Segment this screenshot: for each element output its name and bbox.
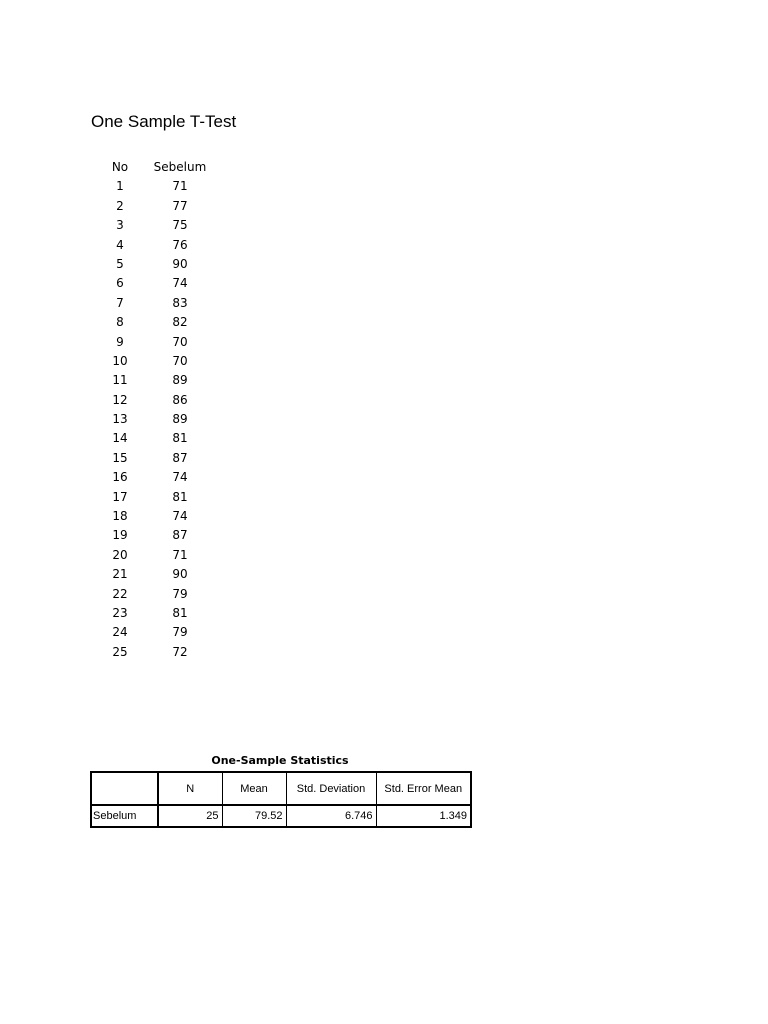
stats-cell-n: 25 [158, 805, 222, 827]
header-no: No [111, 160, 129, 174]
data-row-sebelum: 87 [172, 450, 188, 465]
data-row [96, 216, 216, 235]
data-row-sebelum: 79 [172, 586, 188, 601]
data-row [96, 255, 216, 274]
data-row [96, 449, 216, 468]
data-row-sebelum: 71 [172, 179, 188, 194]
data-row-no: 12 [112, 392, 128, 407]
data-row [96, 391, 216, 410]
data-row [96, 623, 216, 642]
data-row-sebelum: 90 [172, 256, 188, 271]
data-row-no: 3 [116, 218, 124, 233]
data-row-sebelum: 87 [172, 528, 188, 543]
data-row-no: 6 [116, 276, 124, 291]
data-row [96, 236, 216, 255]
data-row-sebelum: 81 [172, 431, 188, 446]
data-row-no: 8 [116, 315, 124, 330]
data-row-sebelum: 81 [172, 489, 188, 504]
data-row-no: 23 [112, 605, 128, 620]
data-row [96, 294, 216, 313]
data-row [96, 429, 216, 448]
data-row [96, 507, 216, 526]
one-sample-statistics-table [90, 771, 472, 828]
stats-header-mean: Mean [222, 772, 286, 805]
stats-cell-mean: 79.52 [222, 805, 286, 827]
data-row-sebelum: 83 [172, 295, 188, 310]
data-table-body [96, 177, 216, 662]
data-row [96, 604, 216, 623]
data-row-no: 1 [116, 179, 124, 194]
data-row-sebelum: 86 [172, 392, 188, 407]
data-table [96, 158, 216, 662]
data-row-sebelum: 81 [172, 605, 188, 620]
data-row [96, 468, 216, 487]
stats-header-n: N [158, 772, 222, 805]
data-row [96, 565, 216, 584]
data-row [96, 643, 216, 662]
data-row [96, 197, 216, 216]
stats-header-std-error-mean: Std. Error Mean [376, 772, 471, 805]
stats-cell-std-error-mean: 1.349 [376, 805, 471, 827]
data-row [96, 274, 216, 293]
stats-title: One-Sample Statistics [211, 754, 349, 767]
stats-header-blank [91, 772, 158, 805]
data-row [96, 313, 216, 332]
data-row [96, 333, 216, 352]
data-row-sebelum: 90 [172, 567, 188, 582]
stats-cell-std-deviation: 6.746 [286, 805, 376, 827]
data-row [96, 371, 216, 390]
data-row-no: 15 [112, 450, 128, 465]
data-row-no: 25 [112, 644, 128, 659]
data-row-no: 10 [112, 353, 128, 368]
stats-header-row [91, 772, 471, 805]
data-row-no: 7 [116, 295, 124, 310]
data-row-sebelum: 89 [172, 373, 188, 388]
data-row-sebelum: 79 [172, 625, 188, 640]
stats-row-label: Sebelum [91, 805, 158, 827]
data-row-sebelum: 77 [172, 198, 188, 213]
data-row-no: 11 [112, 373, 128, 388]
data-row-no: 19 [112, 528, 128, 543]
data-table-header [96, 158, 216, 177]
data-row [96, 177, 216, 196]
data-row-no: 14 [112, 431, 128, 446]
data-row-no: 18 [112, 509, 128, 524]
data-row [96, 352, 216, 371]
data-row [96, 546, 216, 565]
data-row-sebelum: 74 [172, 276, 188, 291]
data-row-sebelum: 82 [172, 315, 188, 330]
data-row-no: 5 [116, 256, 124, 271]
data-row-no: 13 [112, 412, 128, 427]
data-row-sebelum: 72 [172, 644, 188, 659]
data-row-no: 22 [112, 586, 128, 601]
data-row-no: 24 [112, 625, 128, 640]
data-row-sebelum: 71 [172, 547, 188, 562]
data-row [96, 410, 216, 429]
data-row-no: 21 [112, 567, 128, 582]
page-title: One Sample T-Test [91, 112, 237, 131]
data-row-sebelum: 74 [172, 470, 188, 485]
data-row [96, 526, 216, 545]
data-row-sebelum: 74 [172, 509, 188, 524]
data-row-sebelum: 75 [172, 218, 188, 233]
header-sebelum: Sebelum [153, 160, 207, 174]
stats-row [91, 805, 471, 827]
data-row-sebelum: 76 [172, 237, 188, 252]
data-row-no: 17 [112, 489, 128, 504]
data-row [96, 488, 216, 507]
data-row-no: 4 [116, 237, 124, 252]
data-row-no: 20 [112, 547, 128, 562]
data-row-no: 2 [116, 198, 124, 213]
data-row-no: 9 [116, 334, 124, 349]
data-row-no: 16 [112, 470, 128, 485]
data-row-sebelum: 70 [172, 334, 188, 349]
data-row-sebelum: 89 [172, 412, 188, 427]
data-row-sebelum: 70 [172, 353, 188, 368]
stats-header-std-deviation: Std. Deviation [286, 772, 376, 805]
data-row [96, 585, 216, 604]
